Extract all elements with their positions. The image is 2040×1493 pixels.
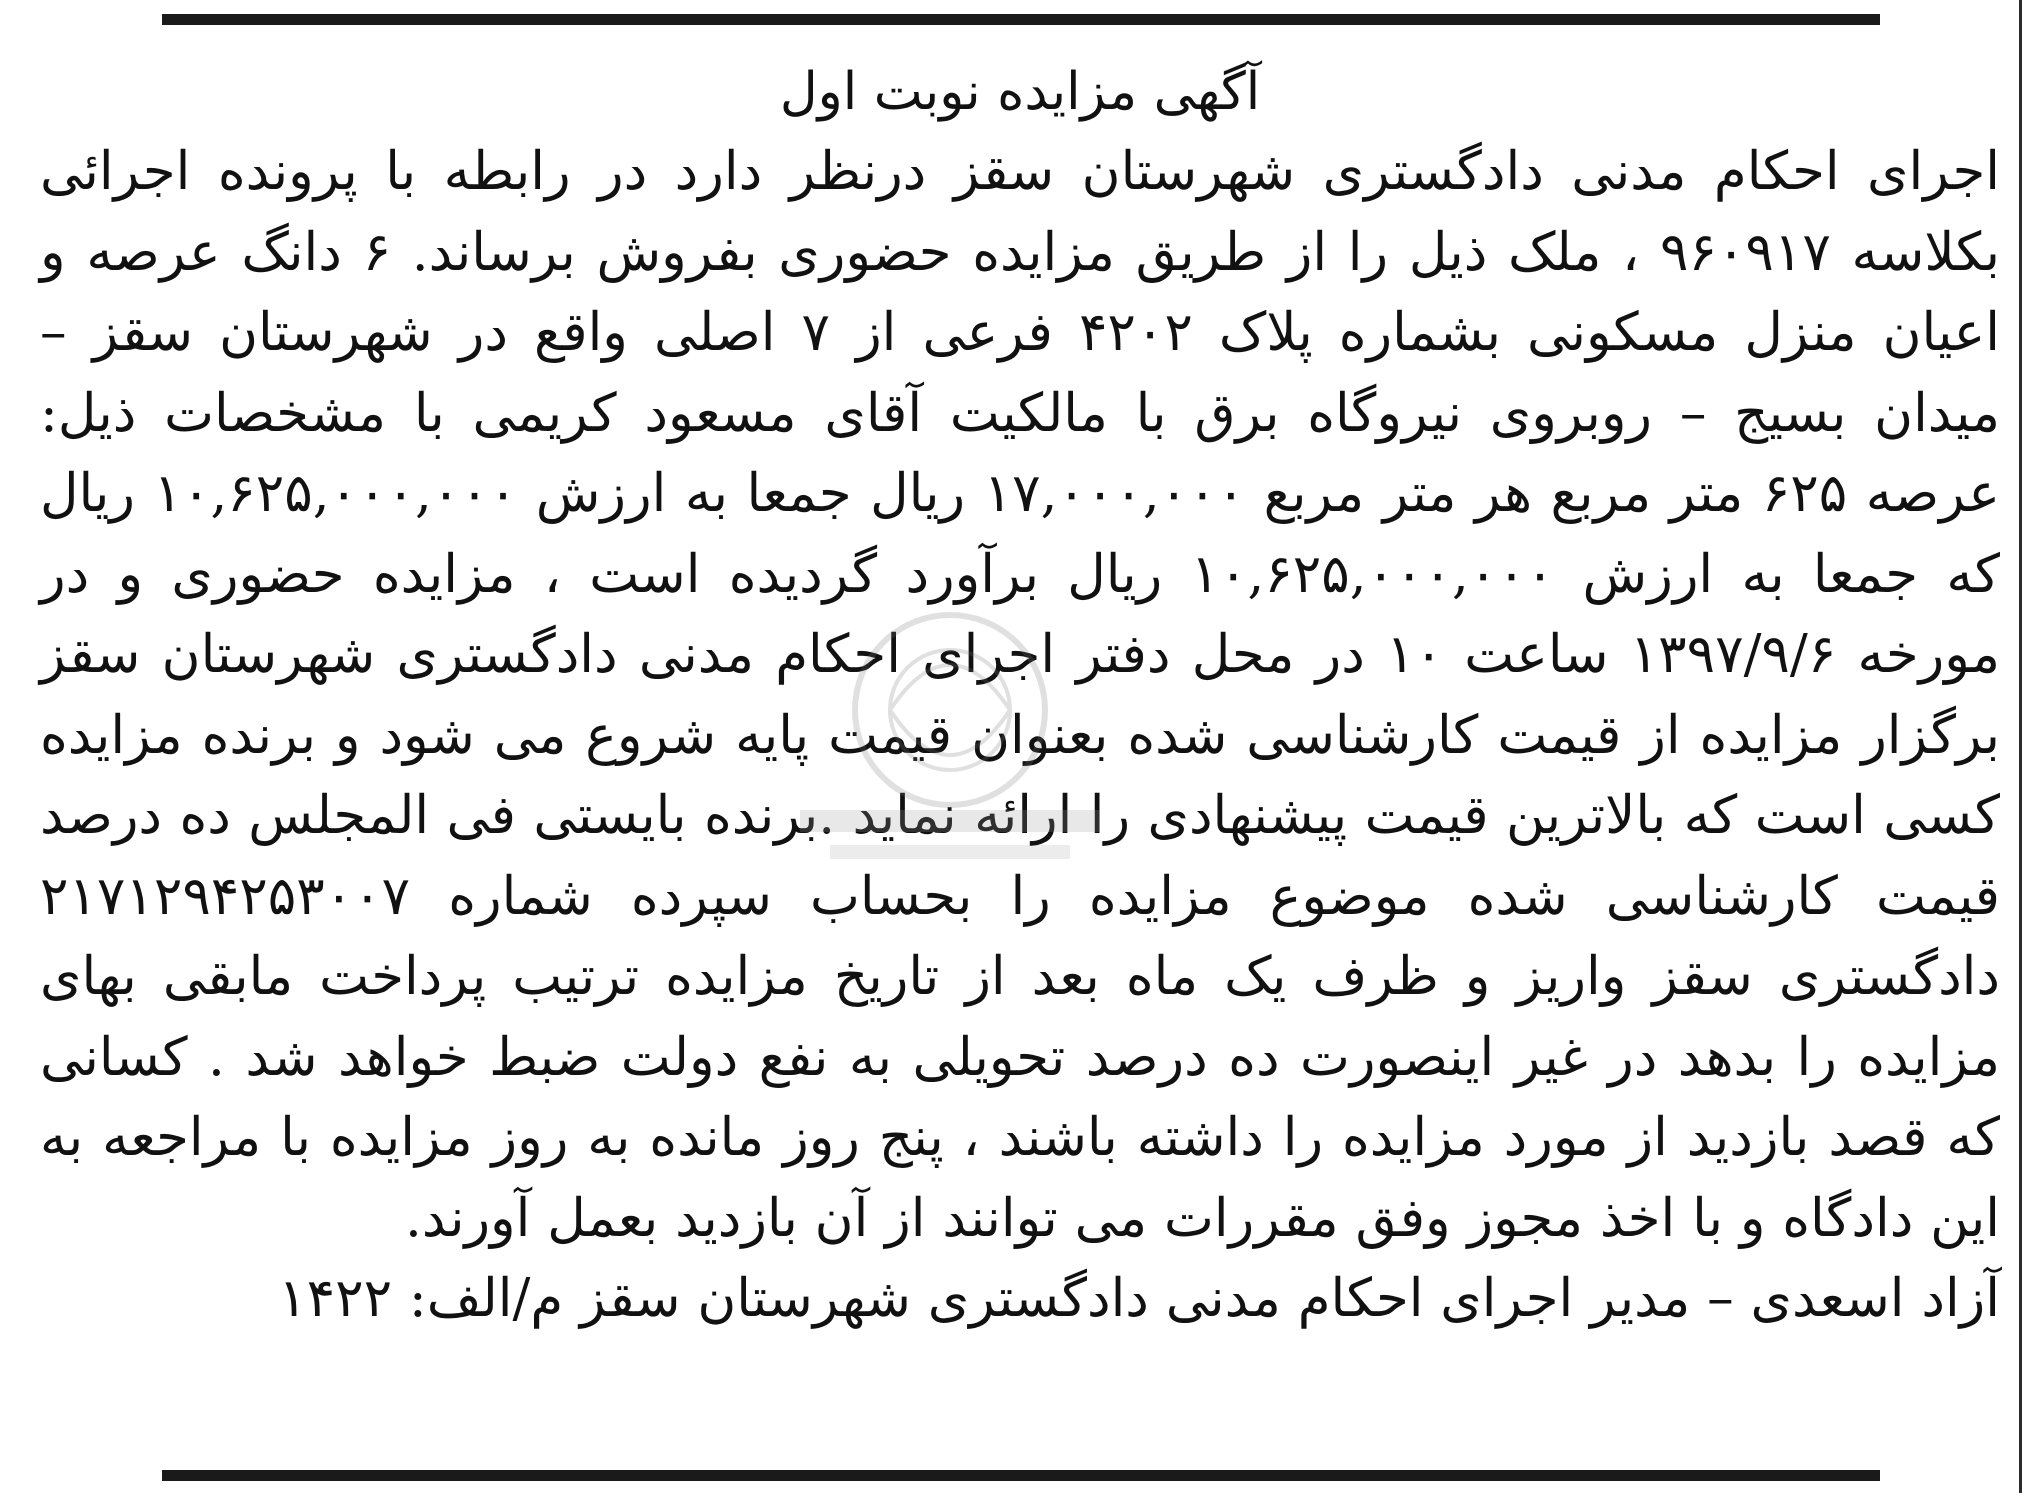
column-divider xyxy=(2019,0,2022,1493)
notice-signature: آزاد اسعدی – مدیر اجرای احکام مدنی دادگستری شهرستان سقز م/الف: ۱۴۲۲ xyxy=(278,1268,2000,1329)
top-rule xyxy=(162,14,1880,25)
notice-body: اجرای احکام مدنی دادگستری شهرستان سقز درنظر دارد در رابطه با پرونده اجرائی بکلاسه ۹۶۰۹۱۷ ، ملک ذیل را از طریق مزایده حضوری بفروش برساند. ۶ دانگ عرصه و اعیان منزل مسکونی بشماره پلاک ۴۲۰۲ فرعی از ۷ اصلی واقع در شهرستان سقز – میدان بسیج – روبروی نیروگاه برق با مالکیت آقای مسعود کریمی با مشخصات ذیل: عرصه ۶۲۵ متر مربع هر متر مربع ۱۷,۰۰۰,۰۰۰ ریال جمعا به ارزش ۱۰,۶۲۵,۰۰۰,۰۰۰ ریال که جمعا به ارزش ۱۰,۶۲۵,۰۰۰,۰۰۰ ریال برآورد گردیده است ، مزایده حضوری و در مورخه ۱۳۹۷/۹/۶ ساعت ۱۰ در محل دفتر اجرای احکام مدنی دادگستری شهرستان سقز برگزار مزایده از قیمت کارشناسی شده بعنوان قیمت پایه شروع می شود و برنده مزایده کسی است که بالاترین قیمت پیشنهادی را ارائه نماید .برنده بایستی فی المجلس ده درصد قیمت کارشناسی شده موضوع مزایده را بحساب سپرده شماره ۲۱۷۱۲۹۴۲۵۳۰۰۷ دادگستری سقز واریز و ظرف یک ماه بعد از تاریخ مزایده ترتیب پرداخت مابقی بهای مزایده را بدهد در غیر اینصورت ده درصد تحویلی به نفع دولت ضبط خواهد شد . کسانی که قصد بازدید از مورد مزایده را داشته باشند ، پنج روز مانده به روز مزایده با مراجعه به این دادگاه و با اخذ مجوز وفق مقررات می توانند از آن بازدید بعمل آورند. xyxy=(40,141,2000,1249)
notice-title: آگهی مزایده نوبت اول xyxy=(779,62,1261,122)
auction-notice xyxy=(40,52,2000,1340)
bottom-rule xyxy=(162,1470,1880,1481)
